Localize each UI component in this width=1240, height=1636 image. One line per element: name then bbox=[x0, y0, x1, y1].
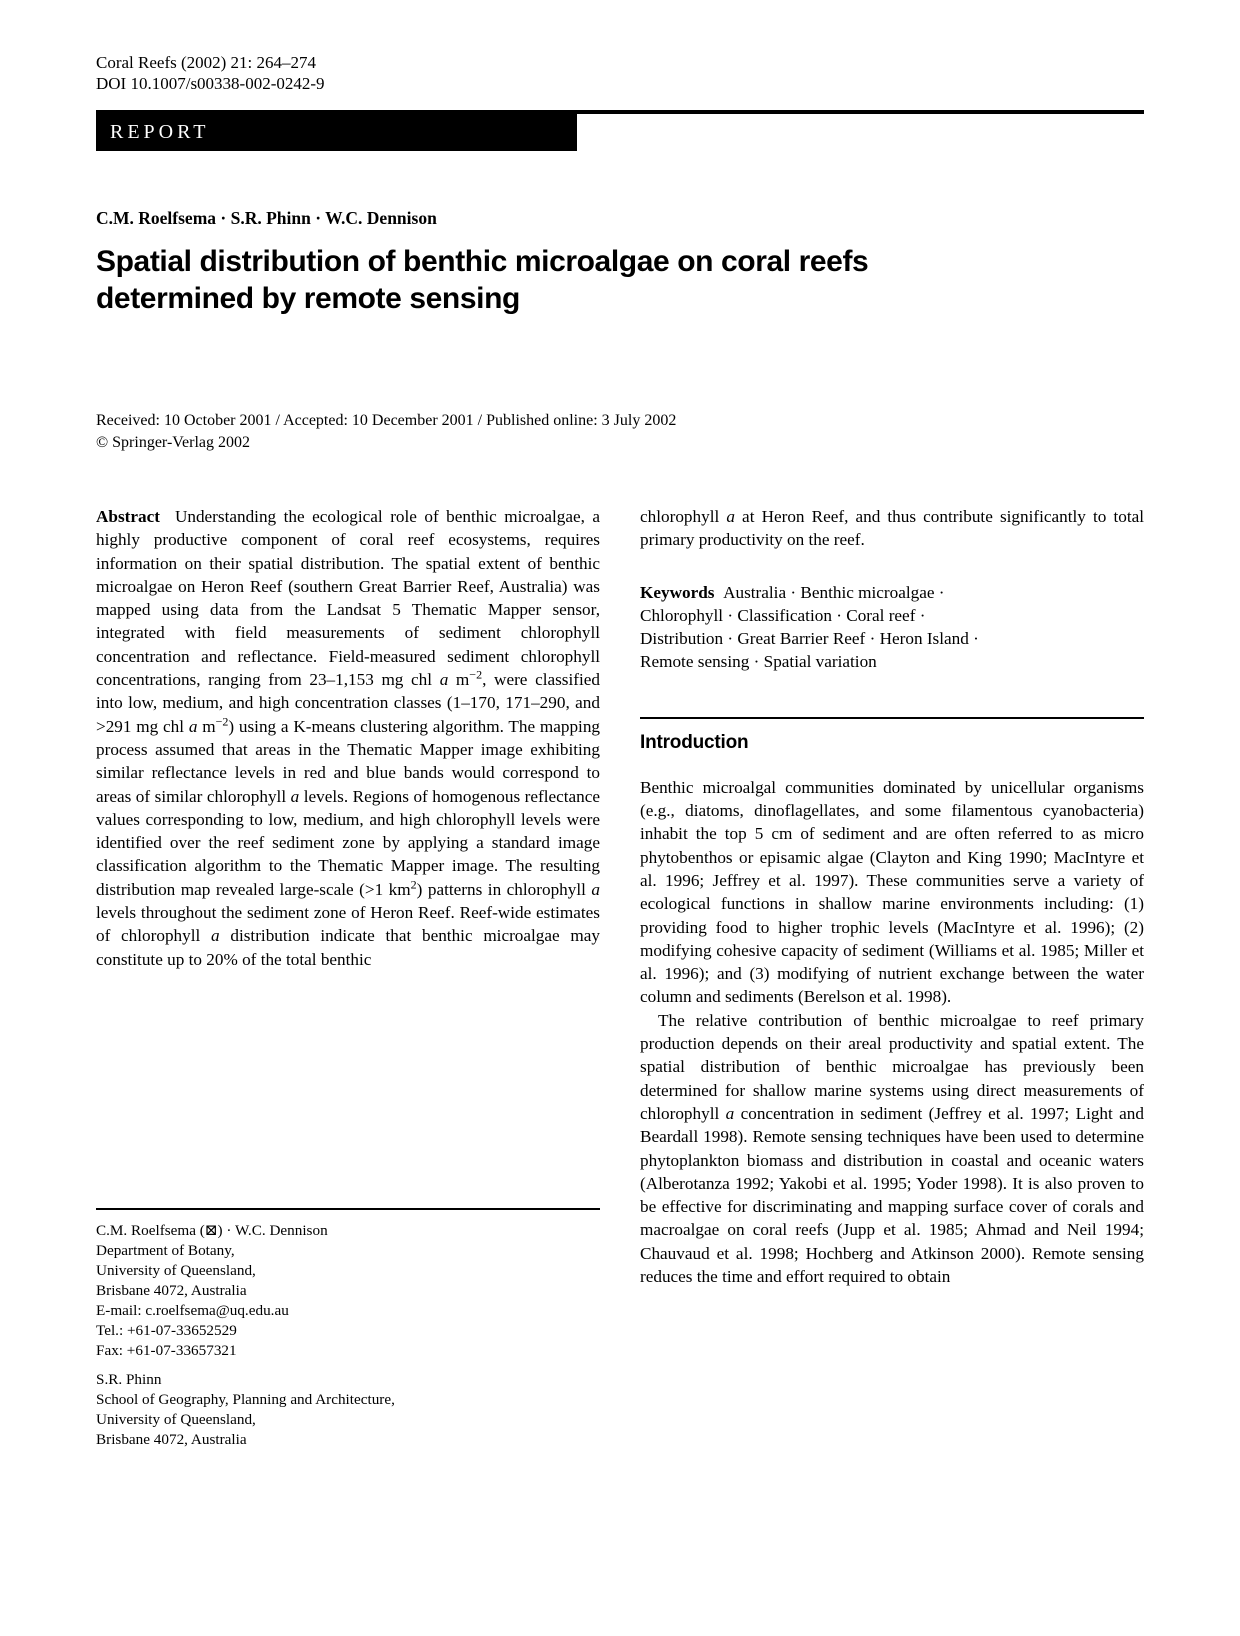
journal-doi: DOI 10.1007/s00338-002-0242-9 bbox=[96, 74, 325, 93]
authors-line: C.M. Roelfsema · S.R. Phinn · W.C. Dennison bbox=[96, 208, 437, 228]
keywords-label: Keywords bbox=[640, 582, 715, 602]
keywords-block bbox=[640, 581, 1144, 674]
journal-header bbox=[96, 52, 325, 94]
introduction-rule bbox=[640, 717, 1144, 719]
right-column bbox=[640, 505, 1144, 1636]
report-banner-label: REPORT bbox=[110, 121, 210, 143]
abstract-continuation: chlorophyll a at Heron Reef, and thus contribute significantly to total primary productivity on the reef. bbox=[640, 507, 1144, 550]
abstract-paragraph bbox=[96, 505, 600, 971]
article-title-line1: Spatial distribution of benthic microalgae on coral reefs bbox=[96, 245, 869, 278]
journal-citation: Coral Reefs (2002) 21: 264–274 bbox=[96, 53, 317, 72]
footnote-rule bbox=[96, 1208, 600, 1210]
fn2-author: S.R. Phinn bbox=[96, 1371, 162, 1388]
fn1-department: Department of Botany, bbox=[96, 1242, 235, 1259]
fn1-fax: Fax: +61-07-33657321 bbox=[96, 1342, 237, 1359]
keywords-line1 bbox=[640, 581, 1144, 604]
received-line: Received: 10 October 2001 / Accepted: 10 December 2001 / Published online: 3 July 2002 bbox=[96, 412, 677, 429]
report-banner bbox=[96, 114, 577, 151]
article-title bbox=[96, 243, 868, 317]
introduction-heading: Introduction bbox=[640, 731, 749, 753]
copyright-line: © Springer-Verlag 2002 bbox=[96, 434, 251, 451]
footnote-address-2 bbox=[96, 1370, 600, 1450]
abstract-text: Understanding the ecological role of benthic microalgae, a highly productive component of coral reef ecosystems, requires information on their spatial distribution. The spatial extent of benthic microalgae on Heron Reef (southern Great Barrier Reef, Australia) was mapped using data from the Landsat 5 Thematic Mapper sensor, integrated with field measurements of sediment chlorophyll concentration and reflectance. Field-measured sediment chlorophyll concentrations, ranging from 23–1,153 mg chl a $m^{-2}$, were classified into low, medium, and high concentration classes (1–170, 171–290, and >291 mg chl a $m^{-2}$) using a K-means clustering algorithm. The mapping process assumed that areas in the Thematic Mapper image exhibiting similar reflectance levels in red and blue bands would correspond to areas of similar chlorophyll a levels. Regions of homogenous reflectance values corresponding to low, medium, and high chlorophyll levels were identified over the reef sediment zone by applying a standard image classification algorithm to the Thematic Mapper image. The resulting distribution map revealed large-scale (>1 $km^2$) patterns in chlorophyll a levels throughout the sediment zone of Heron Reef. Reef-wide estimates of chlorophyll a distribution indicate that benthic microalgae may constitute up to 20% of the total benthic bbox=[96, 507, 601, 969]
left-column bbox=[96, 505, 600, 1636]
article-title-line2: determined by remote sensing bbox=[96, 282, 520, 315]
keywords-line2: Chlorophyll · Classification · Coral reef · bbox=[640, 605, 926, 625]
abstract-label: Abstract bbox=[96, 507, 160, 526]
fn1-tel: Tel.: +61-07-33652529 bbox=[96, 1322, 237, 1339]
article-history bbox=[96, 410, 676, 454]
fn1-authors: C.M. Roelfsema (⊠) · W.C. Dennison bbox=[96, 1222, 328, 1239]
fn1-email: E-mail: c.roelfsema@uq.edu.au bbox=[96, 1302, 289, 1319]
fn2-school: School of Geography, Planning and Architecture, bbox=[96, 1391, 395, 1408]
fn1-university: University of Queensland, bbox=[96, 1262, 256, 1279]
fn2-city: Brisbane 4072, Australia bbox=[96, 1431, 247, 1448]
introduction-paragraph-1: Benthic microalgal communities dominated by unicellular organisms (e.g., diatoms, dinoflagellates, and some filamentous cyanobacteria) inhabit the top 5 cm of sediment and are often referred to as micro phytobenthos or episamic algae (Clayton and King 1990; MacIntyre et al. 1996; Jeffrey et al. 1997). These communities serve a variety of ecological functions in shallow marine environments including: (1) providing food to higher trophic levels (MacIntyre et al. 1996); (2) modifying cohesive capacity of sediment (Williams et al. 1985; Miller et al. 1996); and (3) modifying of nutrient exchange between the water column and sediments (Berelson et al. 1998). bbox=[640, 777, 1144, 1007]
footnote-section bbox=[96, 1208, 600, 1450]
keywords-line4: Remote sensing · Spatial variation bbox=[640, 652, 877, 672]
keywords-line3: Distribution · Great Barrier Reef · Heron Island · bbox=[640, 629, 979, 649]
fn2-university: University of Queensland, bbox=[96, 1411, 256, 1428]
introduction-paragraph-2: The relative contribution of benthic microalgae to reef primary production depends on their areal productivity and spatial extent. The spatial distribution of benthic microalgae has previously been determined for shallow marine systems using direct measurements of chlorophyll a concentration in sediment (Jeffrey et al. 1997; Light and Beardall 1998). Remote sensing techniques have been used to determine phytoplankton biomass and distribution in coastal and oceanic waters (Alberotanza 1992; Yakobi et al. 1995; Yoder 1998). It is also proven to be effective for discriminating and mapping surface cover of corals and macroalgae on coral reefs (Jupp et al. 1985; Ahmad and Neil 1994; Chauvaud et al. 1998; Hochberg and Atkinson 2000). Remote sensing reduces the time and effort required to obtain bbox=[640, 1010, 1144, 1287]
footnote-address-1 bbox=[96, 1221, 600, 1361]
fn1-city: Brisbane 4072, Australia bbox=[96, 1282, 247, 1299]
body-columns bbox=[96, 505, 1144, 1636]
keywords-text-1: Australia · Benthic microalgae · bbox=[723, 582, 945, 602]
